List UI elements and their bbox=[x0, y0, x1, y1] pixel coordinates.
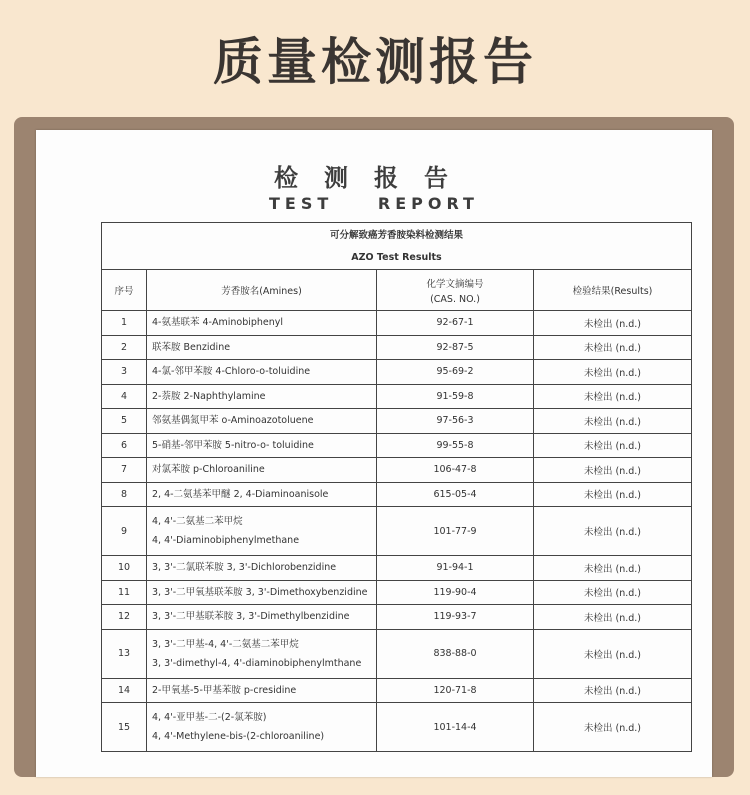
row-no: 14 bbox=[102, 678, 147, 703]
header-amine: 芳香胺名(Amines) bbox=[147, 270, 377, 311]
amine-name-line2: 3, 3'-dimethyl-4, 4'-diaminobiphenylmthane bbox=[152, 657, 362, 669]
row-result: 未检出 (n.d.) bbox=[534, 409, 692, 434]
amine-name-line1: 3, 3'-二氯联苯胺 3, 3'-Dichlorobenzidine bbox=[152, 562, 337, 574]
row-amine-name bbox=[147, 458, 377, 483]
row-amine-name bbox=[147, 703, 377, 752]
header-cas bbox=[377, 270, 534, 311]
table-body bbox=[102, 311, 692, 752]
row-amine-name bbox=[147, 580, 377, 605]
header-cas-cn: 化学文摘编号 bbox=[426, 278, 484, 290]
row-result: 未检出 (n.d.) bbox=[534, 482, 692, 507]
row-cas: 91-59-8 bbox=[377, 384, 534, 409]
row-amine-name bbox=[147, 335, 377, 360]
row-amine-name bbox=[147, 384, 377, 409]
row-no: 11 bbox=[102, 580, 147, 605]
header-cas-en: (CAS. NO.) bbox=[430, 293, 480, 305]
photo-frame bbox=[14, 117, 734, 777]
amine-name-line1: 4, 4'-二氨基二苯甲烷 bbox=[152, 516, 243, 527]
row-amine-name bbox=[147, 678, 377, 703]
row-cas: 91-94-1 bbox=[377, 556, 534, 581]
report-paper bbox=[36, 130, 712, 777]
row-amine-name bbox=[147, 360, 377, 385]
amine-name-line1: 邻氨基偶氮甲苯 o-Aminoazotoluene bbox=[152, 415, 314, 427]
row-amine-name bbox=[147, 482, 377, 507]
row-no: 6 bbox=[102, 433, 147, 458]
row-no: 10 bbox=[102, 556, 147, 581]
amine-name-line1: 4-氨基联苯 4-Aminobiphenyl bbox=[152, 317, 284, 329]
azo-results-table bbox=[101, 222, 692, 752]
amine-name-line1: 2-萘胺 2-Naphthylamine bbox=[152, 390, 266, 402]
row-cas: 838-88-0 bbox=[377, 629, 534, 678]
table-row bbox=[102, 360, 692, 385]
amine-name-line1: 2, 4-二氨基苯甲醚 2, 4-Diaminoanisole bbox=[152, 488, 329, 500]
amine-name-line1: 3, 3'-二甲基联苯胺 3, 3'-Dimethylbenzidine bbox=[152, 611, 350, 623]
table-row bbox=[102, 335, 692, 360]
row-no: 8 bbox=[102, 482, 147, 507]
row-result: 未检出 (n.d.) bbox=[534, 458, 692, 483]
table-row bbox=[102, 384, 692, 409]
row-cas: 101-14-4 bbox=[377, 703, 534, 752]
table-row bbox=[102, 703, 692, 752]
row-amine-name bbox=[147, 556, 377, 581]
table-row bbox=[102, 409, 692, 434]
row-cas: 92-87-5 bbox=[377, 335, 534, 360]
table-row bbox=[102, 433, 692, 458]
row-no: 12 bbox=[102, 605, 147, 630]
table-row bbox=[102, 629, 692, 678]
row-amine-name bbox=[147, 311, 377, 336]
amine-name-line1: 5-硝基-邻甲苯胺 5-nitro-o- toluidine bbox=[152, 439, 314, 451]
amine-name-line2: 4, 4'-Diaminobiphenylmethane bbox=[152, 535, 300, 546]
row-cas: 99-55-8 bbox=[377, 433, 534, 458]
table-row bbox=[102, 311, 692, 336]
amine-name-line1: 对氯苯胺 p-Chloroaniline bbox=[152, 464, 265, 476]
row-no: 7 bbox=[102, 458, 147, 483]
row-cas: 92-67-1 bbox=[377, 311, 534, 336]
amine-name-line1: 3, 3'-二甲氧基联苯胺 3, 3'-Dimethoxybenzidine bbox=[152, 586, 368, 598]
row-result: 未检出 (n.d.) bbox=[534, 580, 692, 605]
amine-name-line1: 4-氯-邻甲苯胺 4-Chloro-o-toluidine bbox=[152, 366, 311, 378]
report-title-en: TEST REPORT bbox=[269, 194, 479, 213]
row-no: 1 bbox=[102, 311, 147, 336]
row-result: 未检出 (n.d.) bbox=[534, 703, 692, 752]
row-no: 9 bbox=[102, 507, 147, 556]
table-row bbox=[102, 458, 692, 483]
row-cas: 119-93-7 bbox=[377, 605, 534, 630]
table-row bbox=[102, 580, 692, 605]
row-result: 未检出 (n.d.) bbox=[534, 384, 692, 409]
banner-title: 质量检测报告 bbox=[213, 33, 537, 91]
row-result: 未检出 (n.d.) bbox=[534, 556, 692, 581]
row-no: 5 bbox=[102, 409, 147, 434]
table-caption-cn: 可分解致癌芳香胺染料检测结果 bbox=[330, 230, 464, 241]
row-result: 未检出 (n.d.) bbox=[534, 311, 692, 336]
table-row bbox=[102, 605, 692, 630]
report-title-cn: 检测报告 bbox=[274, 163, 474, 192]
row-amine-name bbox=[147, 409, 377, 434]
amine-name-line2: 4, 4'-Methylene-bis-(2-chloroaniline) bbox=[152, 731, 325, 742]
row-amine-name bbox=[147, 605, 377, 630]
row-result: 未检出 (n.d.) bbox=[534, 360, 692, 385]
row-result: 未检出 (n.d.) bbox=[534, 629, 692, 678]
table-caption bbox=[102, 223, 692, 270]
row-cas: 615-05-4 bbox=[377, 482, 534, 507]
row-no: 2 bbox=[102, 335, 147, 360]
row-amine-name bbox=[147, 629, 377, 678]
amine-name-line1: 3, 3'-二甲基-4, 4'-二氨基二苯甲烷 bbox=[152, 638, 299, 650]
row-no: 13 bbox=[102, 629, 147, 678]
row-no: 3 bbox=[102, 360, 147, 385]
row-result: 未检出 (n.d.) bbox=[534, 433, 692, 458]
table-row bbox=[102, 507, 692, 556]
row-cas: 119-90-4 bbox=[377, 580, 534, 605]
table-row bbox=[102, 556, 692, 581]
header-result: 检验结果(Results) bbox=[534, 270, 692, 311]
header-no: 序号 bbox=[102, 270, 147, 311]
row-result: 未检出 (n.d.) bbox=[534, 507, 692, 556]
row-cas: 95-69-2 bbox=[377, 360, 534, 385]
amine-name-line1: 联苯胺 Benzidine bbox=[152, 341, 231, 353]
row-result: 未检出 (n.d.) bbox=[534, 335, 692, 360]
amine-name-line1: 4, 4'-亚甲基-二-(2-氯苯胺) bbox=[152, 712, 267, 723]
table-header-row bbox=[102, 270, 692, 311]
amine-name-line1: 2-甲氧基-5-甲基苯胺 p-cresidine bbox=[152, 684, 297, 696]
row-cas: 120-71-8 bbox=[377, 678, 534, 703]
row-cas: 106-47-8 bbox=[377, 458, 534, 483]
row-result: 未检出 (n.d.) bbox=[534, 678, 692, 703]
row-amine-name bbox=[147, 433, 377, 458]
row-amine-name bbox=[147, 507, 377, 556]
table-row bbox=[102, 678, 692, 703]
table-row bbox=[102, 482, 692, 507]
row-cas: 97-56-3 bbox=[377, 409, 534, 434]
row-no: 4 bbox=[102, 384, 147, 409]
row-result: 未检出 (n.d.) bbox=[534, 605, 692, 630]
row-no: 15 bbox=[102, 703, 147, 752]
table-caption-en: AZO Test Results bbox=[351, 252, 442, 263]
row-cas: 101-77-9 bbox=[377, 507, 534, 556]
